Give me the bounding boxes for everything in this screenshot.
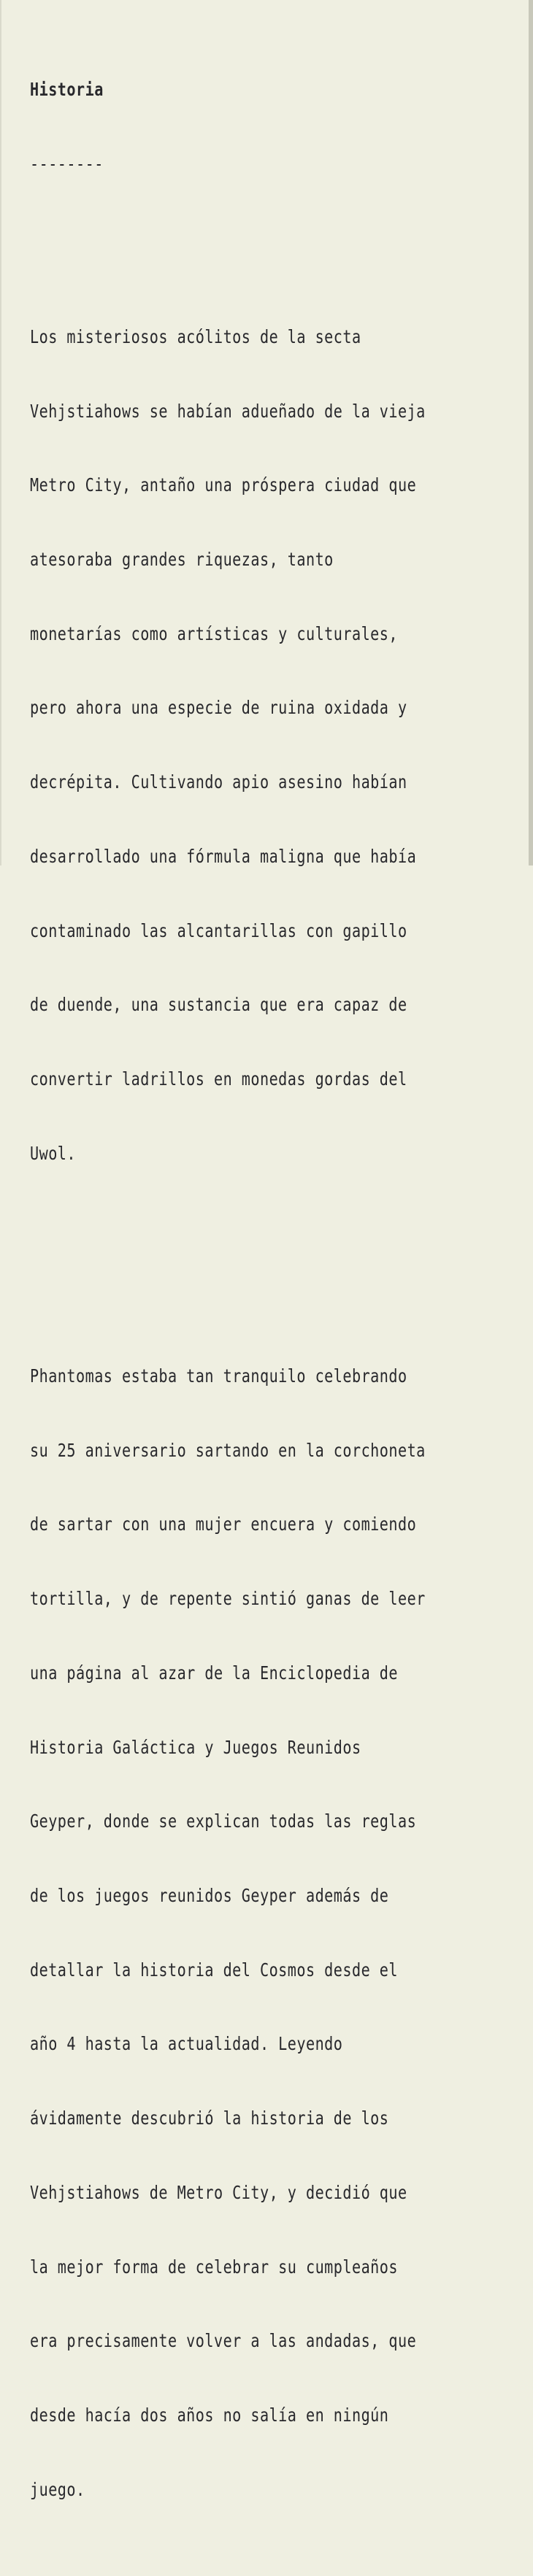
page-left-border [0,0,1,865]
text-line: monetarías como artísticas y culturales, [30,622,398,644]
text-line: Phantomas estaba tan tranquilo celebrando [30,1365,407,1387]
text-line: pero ahora una especie de ruina oxidada y [30,697,407,719]
text-line: Geyper, donde se explican todas las reglas [30,1810,417,1832]
paragraph-phantomas [30,1314,426,2551]
text-line: desarrollado una fórmula maligna que había [30,845,417,867]
text-line: Vehjstiahows se habían adueñado de la vieja [30,400,426,422]
text-line: de duende, una sustancia que era capaz de [30,994,407,1016]
text-line: desde hacía dos años no salía en ningún [30,2404,389,2426]
section-title: Historia [30,78,104,100]
text-line: contaminado las alcantarillas con gapillo [30,919,407,941]
paragraph-intro [30,275,426,1215]
text-line: de los juegos reunidos Geyper además de [30,1884,389,1906]
text-line: Vehjstiahows de Metro City, y decidió que [30,2181,407,2203]
text-line: de sartar con una mujer encuera y comiendo [30,1513,417,1535]
text-line: Historia Galáctica y Juegos Reunidos [30,1736,361,1758]
text-line: era precisamente volver a las andadas, que [30,2330,417,2352]
text-line: tortilla, y de repente sintió ganas de leer [30,1588,426,1610]
text-line: convertir ladrillos en monedas gordas del [30,1068,407,1090]
text-line: ávidamente descubrió la historia de los [30,2108,389,2129]
text-line: su 25 aniversario sartando en la corchoneta [30,1439,426,1461]
text-line: Metro City, antaño una próspera ciudad que [30,474,417,496]
section-underline: -------- [30,153,104,174]
page-right-border [529,0,533,865]
text-line: Los misteriosos acólitos de la secta [30,325,361,347]
text-line: Uwol. [30,1142,77,1164]
text-line: atesoraba grandes riquezas, tanto [30,549,334,571]
text-line: detallar la historia del Cosmos desde el [30,1959,398,1981]
text-line: una página al azar de la Enciclopedia de [30,1662,398,1684]
text-line: juego. [30,2478,85,2500]
text-line: decrépita. Cultivando apio asesino habían [30,771,407,793]
text-line: la mejor forma de celebrar su cumpleaños [30,2256,398,2278]
document-body [30,28,426,2576]
text-line: año 4 hasta la actualidad. Leyendo [30,2033,343,2055]
